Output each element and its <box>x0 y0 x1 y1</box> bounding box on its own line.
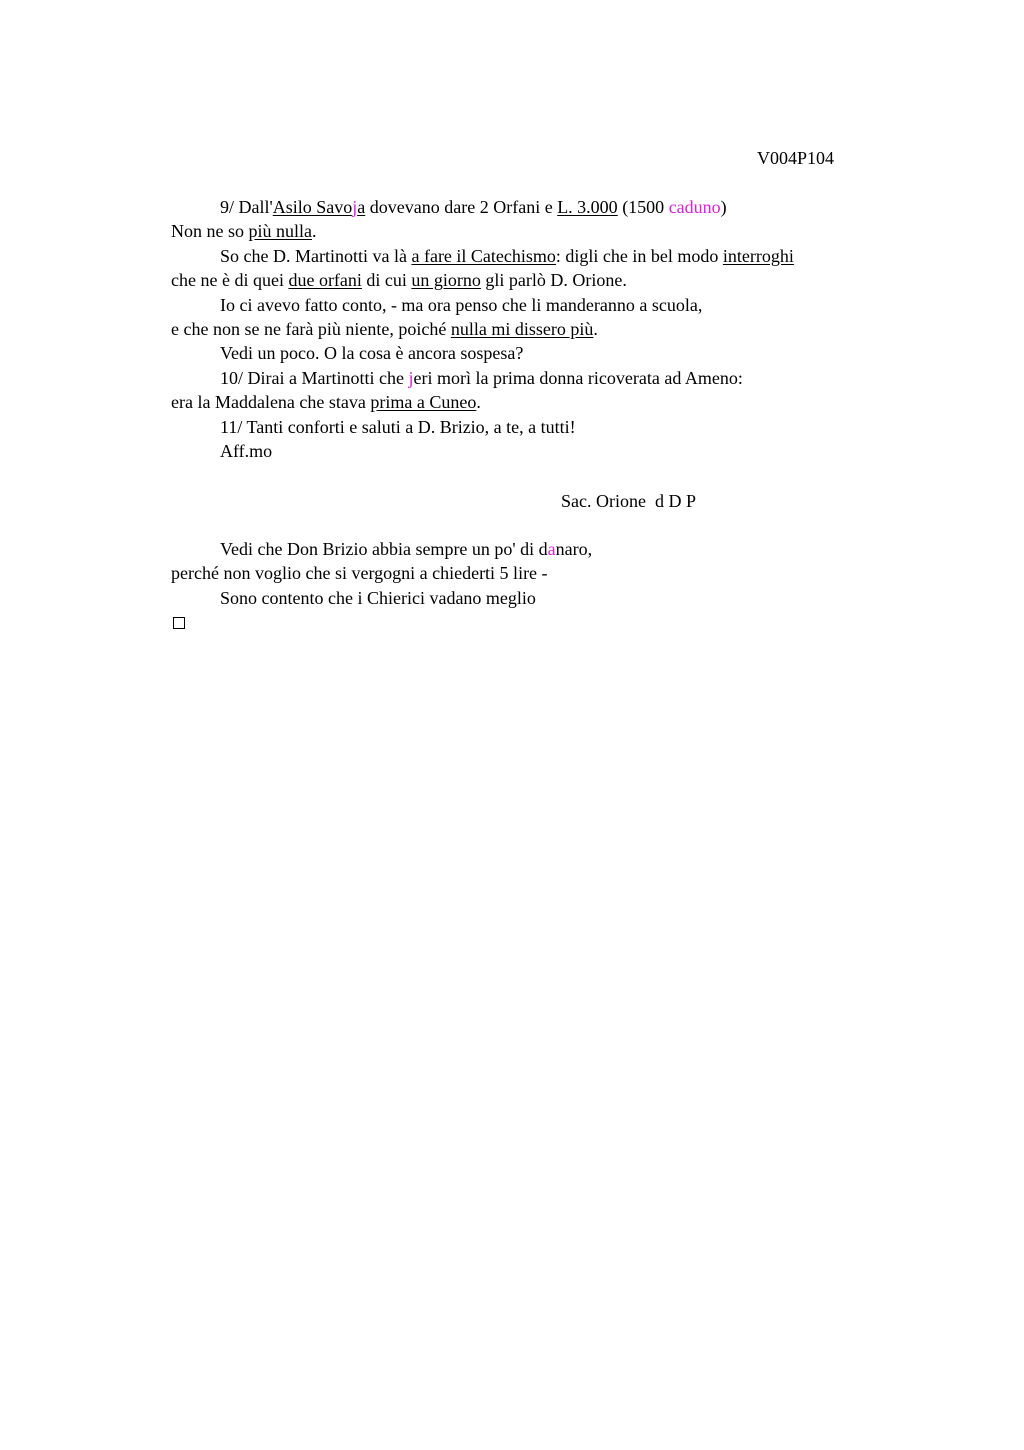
text-run: era la Maddalena che stava <box>171 392 371 413</box>
text-run: : digli che in bel modo <box>555 245 723 266</box>
highlighted-text: j <box>352 197 358 217</box>
text-run: che ne è di quei <box>171 270 289 291</box>
text-run: e che non se ne farà più niente, poiché <box>171 318 451 339</box>
checkbox-line <box>171 610 891 634</box>
text-run: Non ne so <box>171 221 249 242</box>
underlined-text: due orfani <box>288 270 362 291</box>
text-line: perché non voglio che si vergogni a chiederti 5 lire - <box>171 563 548 584</box>
text-line: Vedi un poco. O la cosa è ancora sospesa? <box>220 343 524 364</box>
text-run: dovevano dare 2 Orfani e <box>365 197 558 217</box>
paragraph-11: 11/ Tanti conforti e saluti a D. Brizio, a te, a tutti! <box>220 416 576 437</box>
text-run: naro, <box>555 539 593 559</box>
underlined-text: interroghi <box>722 245 794 266</box>
text-line <box>171 317 891 341</box>
underlined-text: prima a Cuneo <box>370 392 477 413</box>
letter-body <box>171 195 891 463</box>
text-line <box>171 244 891 268</box>
signature: Sac. Orione d D P <box>561 491 696 511</box>
underlined-text: un giorno <box>411 270 481 291</box>
text-run: Vedi che Don Brizio abbia sempre un po' di d <box>220 539 548 559</box>
text-line: Sono contento che i Chierici vadano meglio <box>220 587 536 608</box>
checkbox-square-icon <box>173 617 185 629</box>
paragraph-10 <box>171 366 891 390</box>
text-run: 9/ Dall' <box>220 197 273 217</box>
text-line <box>171 537 891 561</box>
highlighted-text: caduno <box>668 197 721 217</box>
text-run: eri morì la prima donna ricoverata ad Ameno: <box>413 367 743 388</box>
highlighted-text: a <box>547 539 556 559</box>
text-run: . <box>312 221 317 242</box>
underlined-text: più nulla <box>248 221 312 242</box>
text-run: . <box>593 318 598 339</box>
closing: Aff.mo <box>220 440 273 461</box>
paragraph-9 <box>171 195 891 219</box>
text-run: . <box>476 392 481 413</box>
text-line <box>171 390 891 414</box>
postscript <box>171 537 891 635</box>
underlined-text <box>273 197 366 217</box>
highlighted-text: j <box>408 367 414 388</box>
text-run: di cui <box>361 270 412 291</box>
text-run: 10/ Dirai a Martinotti che <box>220 367 409 388</box>
page-identifier: V004P104 <box>757 148 835 168</box>
text-run: ) <box>720 197 727 217</box>
text-line <box>171 219 891 243</box>
underlined-text: nulla mi dissero più <box>450 318 594 339</box>
text-run: a <box>357 197 366 217</box>
underlined-text: L. 3.000 <box>557 197 618 217</box>
text-line <box>171 268 891 292</box>
text-run: So che D. Martinotti va là <box>220 245 412 266</box>
underlined-text: a fare il Catechismo <box>411 245 556 266</box>
text-run: Asilo Savo <box>272 197 353 217</box>
text-line: Io ci avevo fatto conto, - ma ora penso che li manderanno a scuola, <box>220 294 703 315</box>
text-run: (1500 <box>617 197 669 217</box>
text-run: gli parlò D. Orione. <box>480 270 627 291</box>
